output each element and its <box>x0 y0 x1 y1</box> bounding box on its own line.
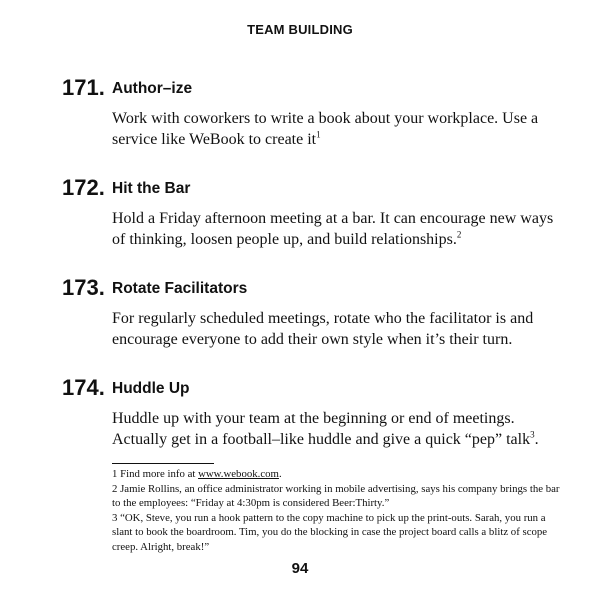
footnote-3: 3 “OK, Steve, you run a hook pattern to the copy machine to pick up the print-outs. Sarah, you run a slant to book the boardroom. Tim, you do the blocking in case the project board calls a blitz of scope creep. Alright, break!” <box>112 511 548 553</box>
entry-title: Rotate Facilitators <box>112 280 248 297</box>
entry-number: 173. <box>62 275 105 300</box>
entry-title: Author–ize <box>112 80 193 97</box>
webook-link[interactable]: www.webook.com <box>198 468 279 480</box>
footnote-ref[interactable]: 2 <box>456 229 462 240</box>
footnotes <box>112 467 562 554</box>
footnote-divider <box>112 463 214 464</box>
running-head: TEAM BUILDING <box>247 22 353 37</box>
entry-body: For regularly scheduled meetings, rotate who the facilitator is and encourage everyone to add their own style when it’s their turn. <box>112 310 534 348</box>
entry-body: Hold a Friday afternoon meeting at a bar. It can encourage new ways of thinking, loosen people up, and build relationships.$^2$ <box>112 210 554 248</box>
entry-number: 171. <box>62 75 105 100</box>
entry-title: Huddle Up <box>112 380 190 397</box>
entry-number: 174. <box>62 375 105 400</box>
footnote-ref[interactable]: 1 <box>316 129 321 140</box>
footnote-2: 2 Jamie Rollins, an office administrator working in mobile advertising, says his company brings the bar to the employees: “Friday at 4:30pm is considered Beer:Thirty.” <box>112 482 560 509</box>
footnote-1: 1 Find more info at www.webook.com. <box>112 468 282 480</box>
entry-title: Hit the Bar <box>112 180 191 197</box>
entry-body: Work with coworkers to write a book about your workplace. Use a service like WeBook to create $it^1$ <box>112 110 539 148</box>
page-number: 94 <box>291 560 309 577</box>
footnote-ref[interactable]: 3 <box>530 429 535 440</box>
entry-number: 172. <box>62 175 105 200</box>
entry-body: Huddle up with your team at the beginning or end of meetings. Actually get in a football–like huddle and give a quick “pep” talk$^3$. <box>112 410 539 448</box>
